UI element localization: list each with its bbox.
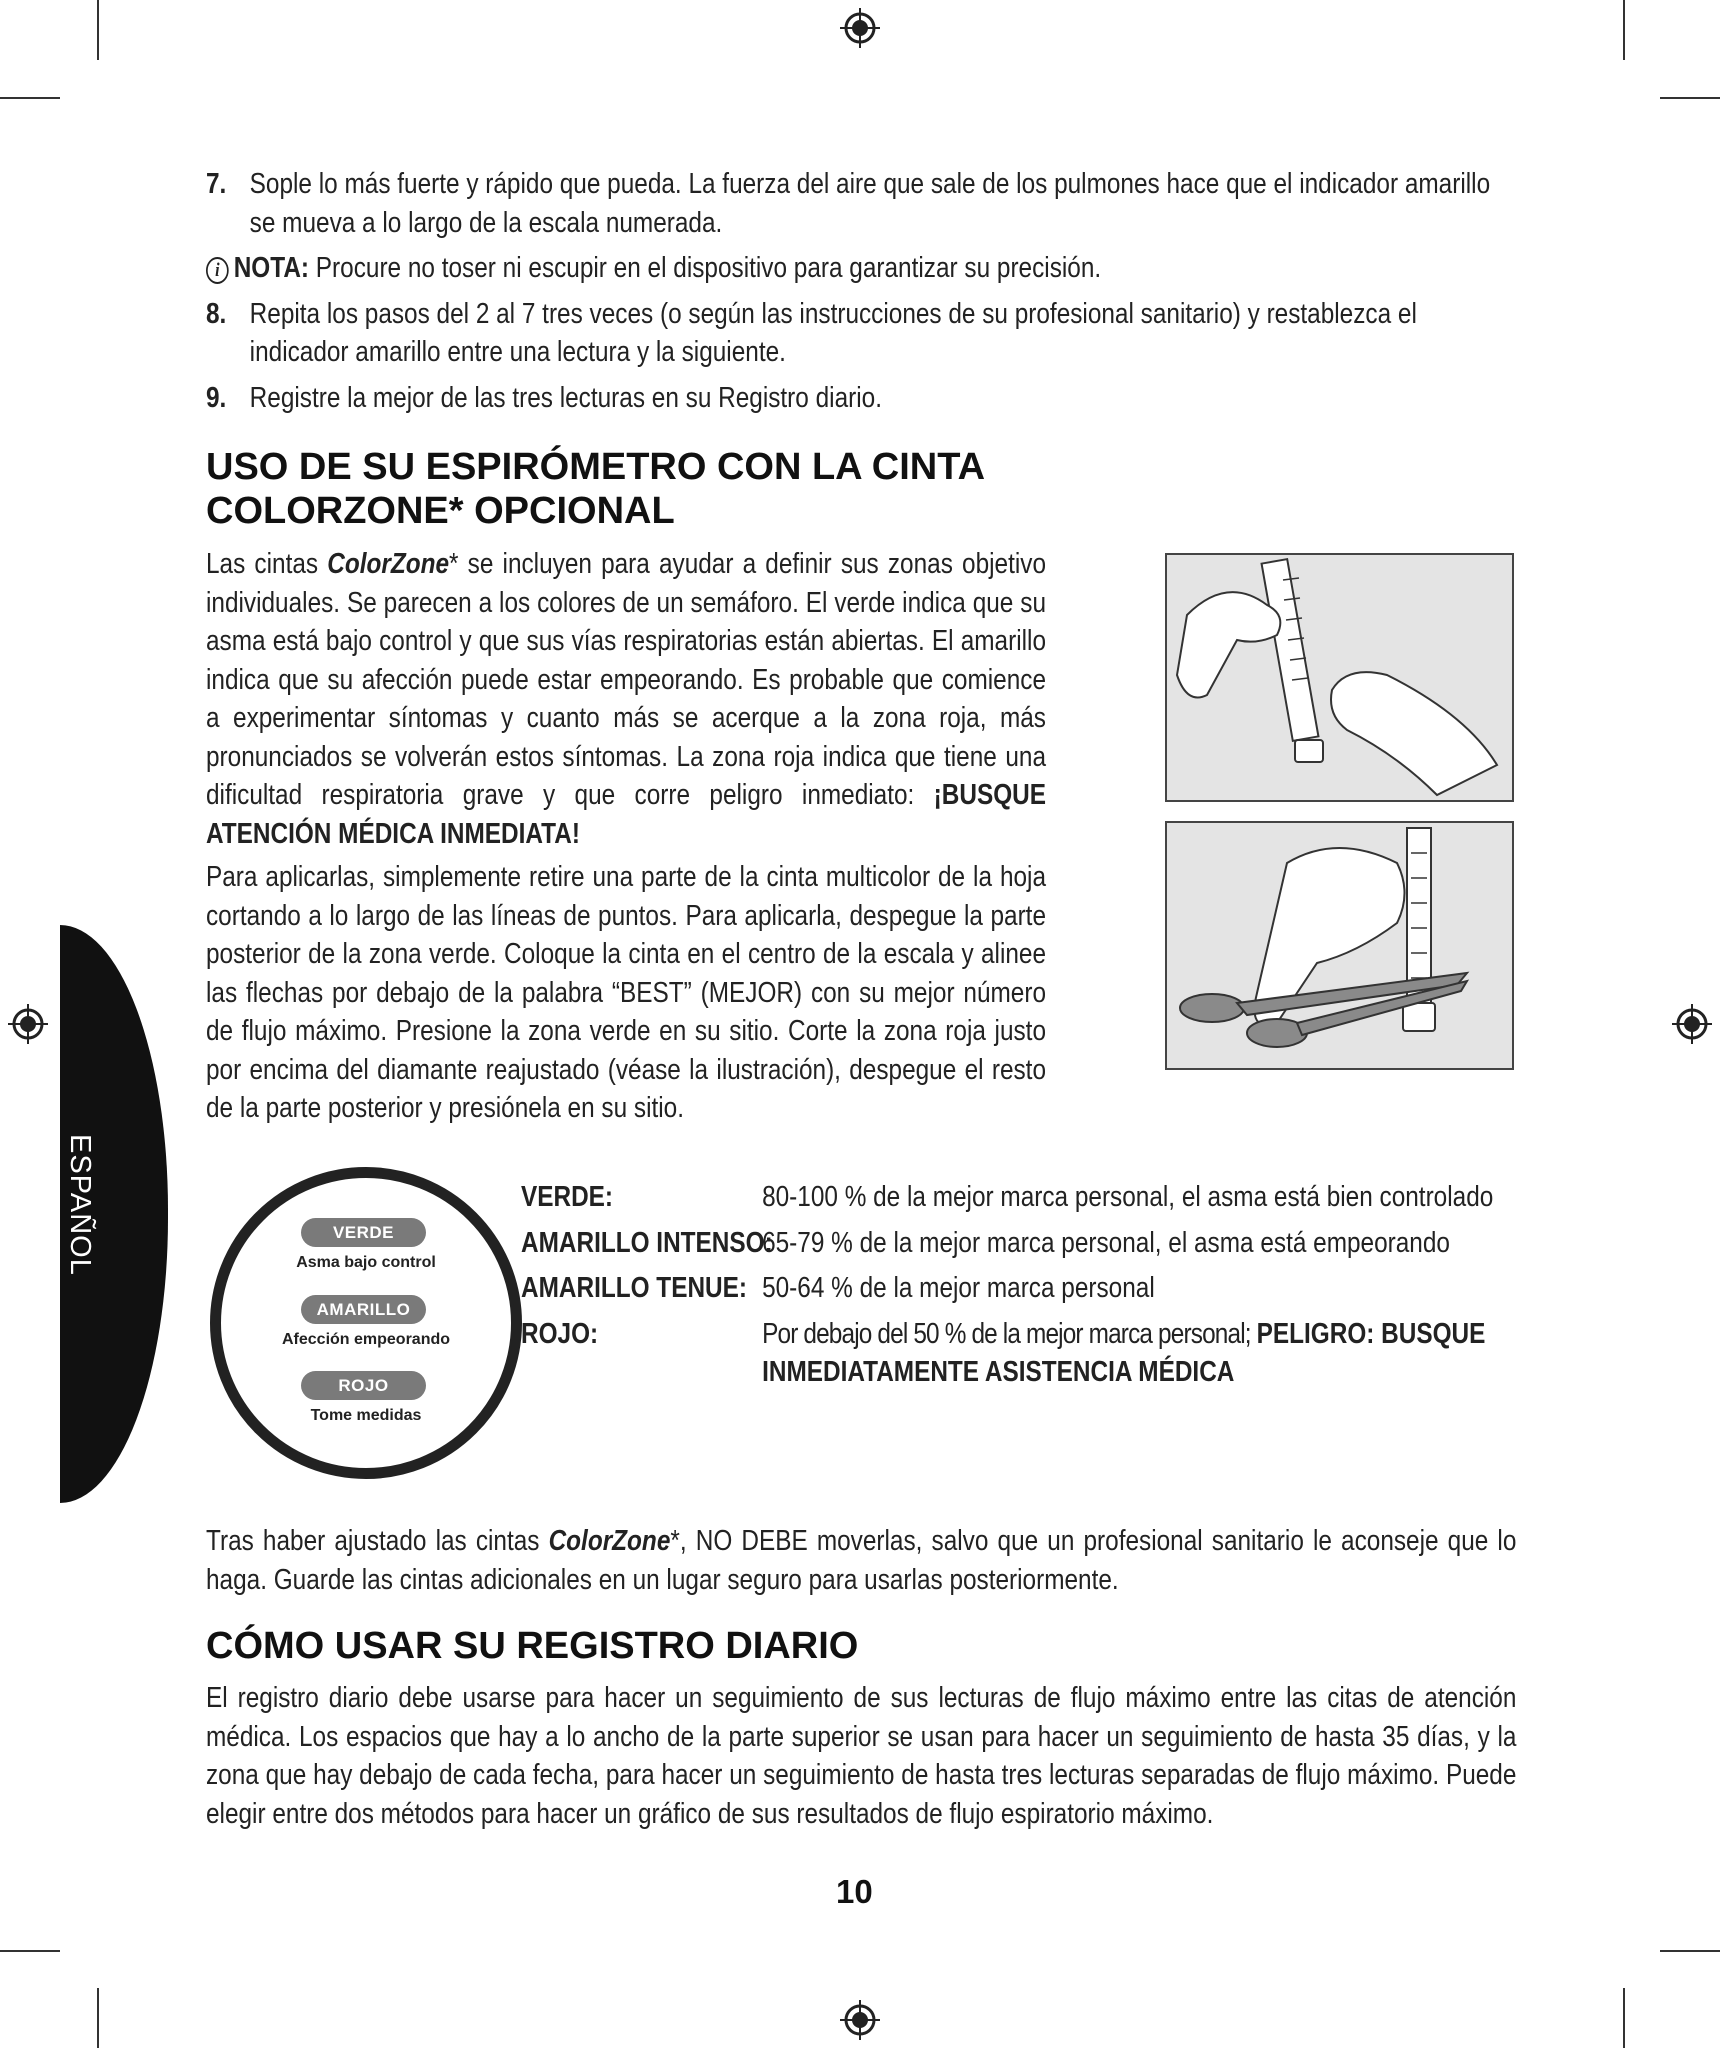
crop-mark [1660,1950,1720,1952]
crop-mark [1623,0,1625,60]
zone-alert: PELIGRO: BUSQUE INMEDIATAMENTE ASISTENCIA MÉDICA [762,1317,1486,1388]
daily-log-text: El registro diario debe usarse para hacer un seguimiento de sus lecturas de flujo máximo entre las citas de atención médica. Los espacios que hay a lo ancho de la parte superior se usan para hacer un seguimiento de hasta 35 días, y la zona que hay debajo de cada fecha, para hacer un seguimiento de hasta tres lecturas separadas de flujo máximo. Puede elegir entre dos métodos para hacer un gráfico de sus resultados de flujo espiratorio máximo. [206,1682,1517,1830]
figure-cutting-tape [1165,821,1514,1070]
zone-value: Por debajo del 50 % de la mejor marca personal; [762,1317,1257,1350]
section-title-line1: USO DE SU ESPIRÓMETRO CON LA CINTA [206,446,986,488]
intro-alert: ¡BUSQUE ATENCIÓN MÉDICA INMEDIATA! [206,779,1046,850]
step-item [206,379,1504,418]
registration-mark-icon [1672,1004,1712,1044]
after-body: *, NO DEBE moverlas, salvo que un profesional sanitario le aconseje que lo haga. Guarde las cintas adicionales en un lugar seguro para usarlas posteriormente. [206,1525,1517,1596]
intro-prefix: Las cintas [206,548,328,580]
note [206,249,1504,288]
pill-caption: Asma bajo control [296,1254,436,1271]
crop-mark [0,97,60,99]
crop-mark [97,0,99,60]
application-text: Para aplicarlas, simplemente retire una parte de la cinta multicolor de la hoja cortando a lo largo de las líneas de puntos. Para aplicarla, despegue la parte posterior de la zona verde. Coloque la cinta en el centro de la escala y alinee las flechas por debajo de la palabra “BEST” (MEJOR) con su mejor número de flujo máximo. Presione la zona verde en su sitio. Corte la zona roja justo por encima del diamante reajustado (véase la ilustración), despegue el resto de la parte posterior y presiónela en su sitio. [206,861,1046,1124]
brand-name: ColorZone [327,548,450,580]
registration-mark-icon [840,2000,880,2040]
intro-body: * se incluyen para ayudar a definir sus zonas objetivo individuales. Se parecen a los colores de un semáforo. El verde indica que su asma está bajo control y que sus vías respiratorias están abiertas. El amarillo indica que su afección puede estar empeorando. Es probable que comience a experimentar síntomas y cuanto más se acerque a la zona roja, más pronunciados se volverán estos síntomas. La zona roja indica que tiene una dificultad respiratoria grave y que corre peligro inmediato: [206,548,1047,811]
steps-list [206,165,1516,424]
language-tab-label: ESPAÑOL [64,1134,96,1276]
after-prefix: Tras haber ajustado las cintas [206,1525,549,1557]
step-number: 9. [206,381,227,414]
pill-amarillo: AMARILLO [301,1295,426,1324]
zone-value: 50-64 % de la mejor marca personal [762,1272,1155,1304]
section-heading [206,445,1106,533]
zone-row [521,1269,1516,1308]
zones-table [521,1178,1516,1392]
section-title: CÓMO USAR SU REGISTRO DIARIO [206,1625,859,1667]
zone-label: AMARILLO INTENSO: [521,1226,773,1259]
zone-row [521,1178,1516,1217]
zone-label: ROJO: [521,1317,599,1350]
registration-mark-icon [840,8,880,48]
section-heading [206,1624,1516,1668]
after-zones-paragraph [206,1522,1516,1599]
crop-mark [1660,97,1720,99]
zone-value: 80-100 % de la mejor marca personal, el asma está bien controlado [762,1181,1494,1213]
colorzone-intro-paragraph [206,545,1106,853]
zone-row [521,1315,1516,1392]
crop-mark [0,1950,60,1952]
figure-applying-tape [1165,553,1514,802]
pill-caption: Tome medidas [310,1407,422,1424]
pill-caption: Afección empeorando [281,1331,451,1348]
step-text: Registre la mejor de las tres lecturas en su Registro diario. [249,381,882,414]
crop-mark [97,1988,99,2048]
zone-badge [210,1167,522,1479]
daily-log-paragraph [206,1679,1516,1833]
zone-label: VERDE: [521,1181,614,1213]
note-label: NOTA: [233,252,310,284]
zone-row [521,1224,1516,1263]
brand-name: ColorZone [548,1525,671,1557]
step-number: 7. [206,168,227,200]
zone-value: 65-79 % de la mejor marca personal, el asma está empeorando [762,1226,1450,1259]
registration-mark-icon [8,1004,48,1044]
crop-mark [1623,1988,1625,2048]
section-title-line2: COLORZONE* OPCIONAL [206,490,675,532]
pill-rojo: ROJO [301,1371,426,1400]
step-text: Sople lo más fuerte y rápido que pueda. La fuerza del aire que sale de los pulmones hace que el indicador amarillo se mueva a lo largo de la escala numerada. [249,168,1491,239]
pill-verde: VERDE [301,1218,426,1247]
note-text: Procure no toser ni escupir en el dispositivo para garantizar su precisión. [309,252,1102,284]
zone-label: AMARILLO TENUE: [521,1272,747,1304]
step-text: Repita los pasos del 2 al 7 tres veces (o según las instrucciones de su profesional sanitario) y restablezca el indicador amarillo entre una lectura y la siguiente. [249,297,1417,368]
step-item [206,295,1504,372]
info-icon: i [206,257,229,284]
step-number: 8. [206,297,227,330]
application-paragraph [206,858,1106,1128]
page-number: 10 [836,1873,873,1910]
step-item [206,165,1504,242]
